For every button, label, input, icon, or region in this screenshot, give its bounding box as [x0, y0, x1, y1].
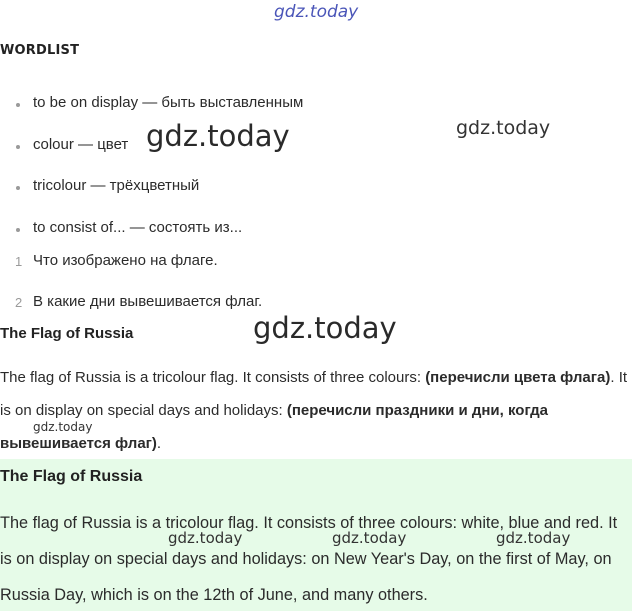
answer-heading: The Flag of Russia	[0, 468, 143, 485]
bullet-icon	[16, 228, 20, 232]
task-text-1: The flag of Russia is a tricolour flag. It consists of three colours:	[0, 369, 426, 386]
task-paragraph	[0, 361, 632, 460]
task-text-3: .	[156, 435, 162, 452]
wordlist-item: tricolour — трёхцветный	[33, 177, 200, 194]
wordlist-item: to be on display — быть выставленным	[33, 94, 304, 111]
watermark: gdz.today	[332, 529, 407, 547]
watermark: gdz.today	[168, 529, 243, 547]
watermark: gdz.today	[33, 420, 93, 434]
bullet-icon	[16, 186, 20, 190]
wordlist-item: to consist of... — состоять из...	[33, 219, 243, 236]
watermark: gdz.today	[253, 311, 397, 345]
question-text: В какие дни вывешивается флаг.	[33, 293, 263, 310]
task-text-2: . It is on display on special days and holidays:	[0, 369, 628, 419]
question-number: 2	[15, 295, 23, 310]
answer-paragraph: The flag of Russia is a tricolour flag. It consists of three colours: white, blue and red. It is on display on special days and holidays: on New Year's Day, on the first of May, on Russia Day, which is on the 12th of June, and many others.	[0, 514, 618, 604]
question-text: Что изображено на флаге.	[33, 252, 218, 269]
watermark: gdz.today	[456, 117, 551, 139]
task-hint-holidays: (перечисли праздники и дни, когда вывешивается флаг)	[0, 402, 549, 452]
wordlist-item: colour — цвет	[33, 136, 129, 153]
watermark-top: gdz.today	[274, 2, 359, 22]
question-number: 1	[15, 254, 23, 269]
task-heading: The Flag of Russia	[0, 325, 134, 342]
bullet-icon	[16, 103, 20, 107]
task-hint-colours: (перечисли цвета флага)	[425, 369, 611, 386]
wordlist-title: WORDLIST	[0, 43, 80, 58]
bullet-icon	[16, 145, 20, 149]
watermark: gdz.today	[496, 529, 571, 547]
watermark: gdz.today	[146, 119, 290, 153]
